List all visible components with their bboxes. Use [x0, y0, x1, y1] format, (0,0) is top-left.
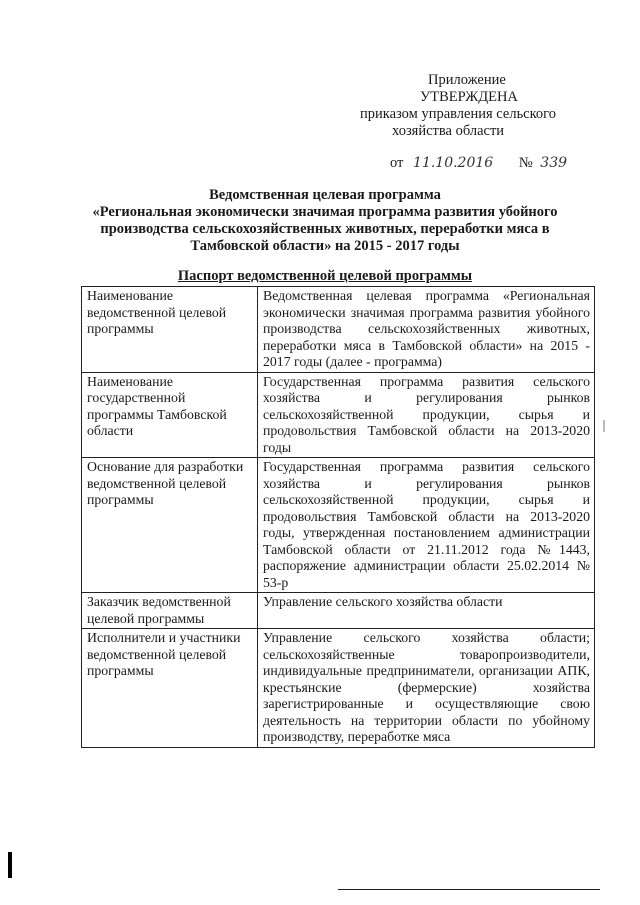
decree-date: 11.10.2016 — [413, 155, 494, 171]
table-row — [82, 372, 595, 458]
scan-margin-mark — [603, 420, 605, 432]
decree-number-label: № — [518, 155, 533, 171]
row-label: Основание для разработки ведомственной целевой программы — [82, 458, 258, 593]
decree-number: 339 — [540, 155, 568, 171]
approved-label: УТВЕРЖДЕНА — [420, 89, 518, 105]
row-label: Наименование ведомственной целевой программы — [82, 287, 258, 373]
passport-heading: Паспорт ведомственной целевой программы — [177, 268, 473, 284]
decree-reference — [390, 155, 590, 172]
row-value: Ведомственная целевая программа «Региональная экономически значимая программа развития убойного производства сельскохозяйственных животных, переработки мяса в Тамбовской области» на 2015 - 2017 годы (далее - программа) — [258, 287, 595, 373]
table-row — [82, 593, 595, 629]
program-title-line: Ведомственная целевая программа — [209, 187, 441, 203]
row-value: Управление сельского хозяйства области — [258, 593, 595, 629]
program-title-line: Тамбовской области» на 2015 - 2017 годы — [190, 238, 460, 254]
appendix-label: Приложение — [428, 72, 506, 88]
row-label: Наименование государственной программы Тамбовской области — [82, 372, 258, 458]
table-row — [82, 458, 595, 593]
table-row — [82, 287, 595, 373]
approved-by-order: приказом управления сельского — [360, 106, 557, 122]
row-label: Исполнители и участники ведомственной целевой программы — [82, 629, 258, 748]
table-row — [82, 629, 595, 748]
decree-from-label: от — [390, 155, 404, 171]
footnote-rule — [338, 889, 600, 890]
approved-by-authority: хозяйства области — [392, 123, 505, 139]
passport-table — [81, 286, 595, 748]
row-label: Заказчик ведомственной целевой программы — [82, 593, 258, 629]
row-value: Государственная программа развития сельского хозяйства и регулирования рынков сельскохозяйственной продукции, сырья и продовольствия Тамбовской области на 2013-2020 годы — [258, 372, 595, 458]
row-value: Управление сельского хозяйства области; сельскохозяйственные товаропроизводители, индивидуальные предприниматели, организации АПК, крестьянские (фермерские) хозяйства зарегистрированные и осуществляющие свою деятельность на территории области по убойному производству, переработке мяса — [258, 629, 595, 748]
row-value: Государственная программа развития сельского хозяйства и регулирования рынков сельскохозяйственной продукции, сырья и продовольствия Тамбовской области на 2013-2020 годы, утвержденная постановлением администрации Тамбовской области от 21.11.2012 года №1443, распоряжение администрации области 25.02.2014 № 53-р — [258, 458, 595, 593]
scan-edge-mark — [8, 852, 12, 878]
program-title — [70, 187, 580, 255]
program-title-line: «Региональная экономически значимая программа развития убойного — [92, 204, 558, 220]
program-title-line: производства сельскохозяйственных животных, переработки мяса в — [100, 221, 550, 237]
approval-stamp — [340, 72, 580, 140]
